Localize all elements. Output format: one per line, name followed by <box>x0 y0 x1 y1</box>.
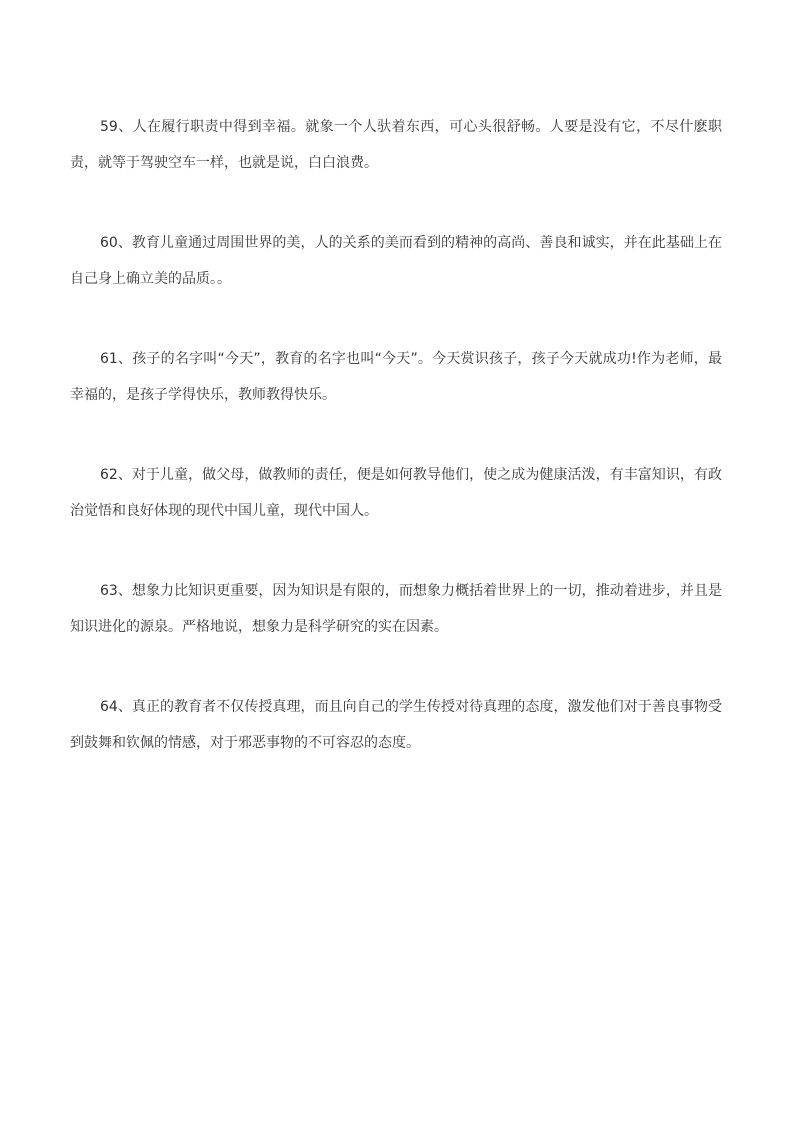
document-body <box>70 109 722 805</box>
paragraph-line: 到鼓舞和钦佩的情感，对于邪恶事物的不可容忍的态度。 <box>70 735 420 751</box>
paragraph-line: 知识进化的源泉。严格地说，想象力是科学研究的实在因素。 <box>70 619 448 635</box>
paragraph-60 <box>70 225 722 297</box>
paragraph-64 <box>70 689 722 761</box>
paragraph-line: 63、想象力比知识更重要，因为知识是有限的，而想象力概括着世界上的一切，推动着进步，并且是 <box>100 583 722 599</box>
paragraph-line: 61、孩子的名字叫“今天”，教育的名字也叫“今天”。今天赏识孩子，孩子今天就成功!作为老师，最幸福 <box>70 351 722 403</box>
paragraph-62 <box>70 457 722 529</box>
paragraph-line: 60、教育儿童通过周围世界的美，人的关系的美而看到的精神的高尚、善良和诚实，并在此基础上在 <box>100 235 722 251</box>
paragraph-line: 治觉悟和良好体现的现代中国儿童，现代中国人。 <box>70 503 378 519</box>
paragraph-line: 59、人在履行职责中得到幸福。就象一个人驮着东西，可心头很舒畅。人要是没有它，不尽什麽职责， <box>70 119 722 171</box>
paragraph-line: 自己身上确立美的品质。。 <box>70 271 231 287</box>
paragraph-line: 64、真正的教育者不仅传授真理，而且向自己的学生传授对待真理的态度，激发他们对于善良事物受 <box>100 699 722 715</box>
paragraph-61 <box>70 341 722 413</box>
paragraph-59 <box>70 109 722 181</box>
paragraph-line: 就等于驾驶空车一样，也就是说，白白浪费。 <box>98 155 378 171</box>
paragraph-63 <box>70 573 722 645</box>
paragraph-line: 的，是孩子学得快乐，教师教得快乐。 <box>98 387 336 403</box>
paragraph-line: 62、对于儿童，做父母，做教师的责任，便是如何教导他们，使之成为健康活泼，有丰富知识，有政 <box>100 467 722 483</box>
